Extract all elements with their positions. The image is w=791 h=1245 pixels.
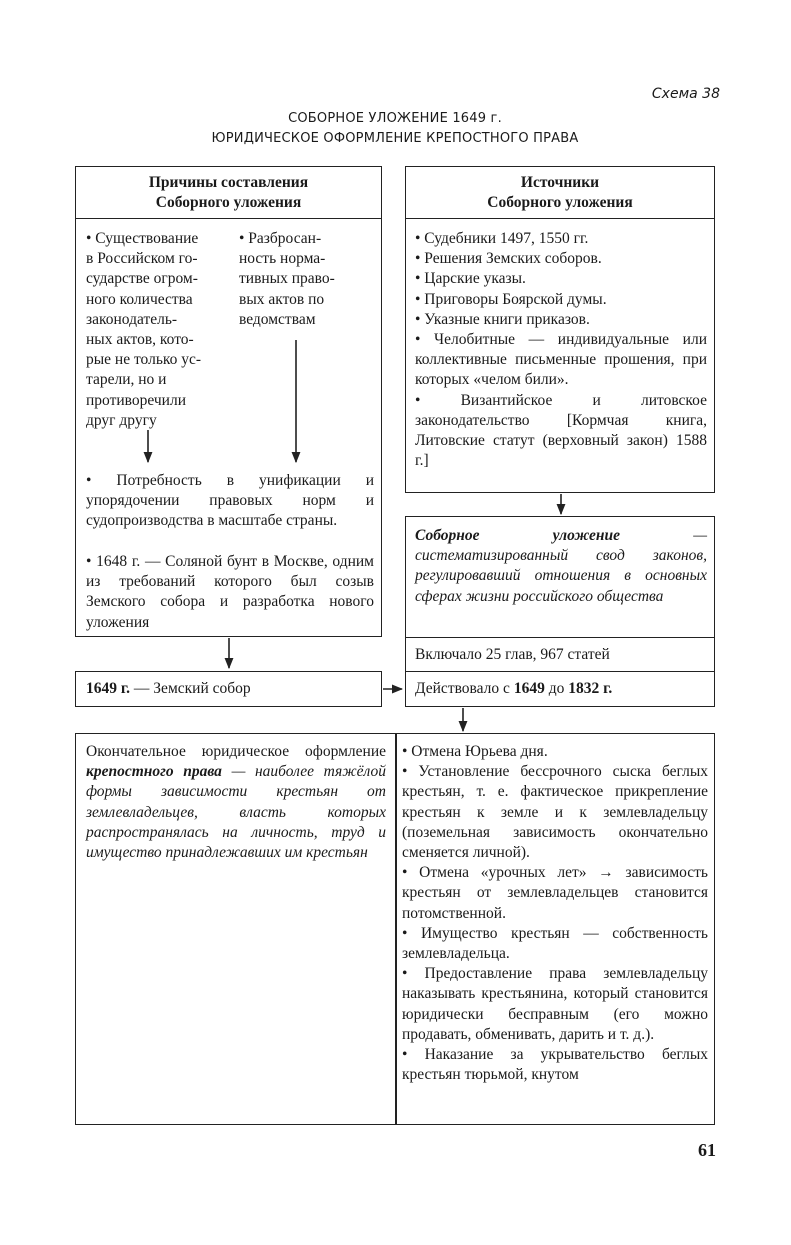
list-item: • Установление бессрочного сыска беглых крестьян, т. е. фактическое прикрепление крестьян к земле и к землевладельцу (поземельная зависимость окончательно сменяется личной). bbox=[402, 763, 708, 862]
reasons-col1: • Существование в Российском го- сударстве огром- ного количества законодатель- ных актов, кото- рые не только ус- тарели, но и противоречили друг другу bbox=[86, 230, 202, 429]
list-item: • Указные книги приказов. bbox=[415, 310, 590, 328]
sources-header-line2: Соборного уложения bbox=[487, 194, 633, 211]
outcome-text: Окончательное юридическое оформление крепостного права — наиболее тяжёлой формы зависимости крестьян от землевладельцев, власть которых распространялась на личность, труд и имущество принадлежавших им крестьян bbox=[86, 743, 386, 862]
list-item: • Византийское и литовское законодательство [Кормчая книга, Литовские статут (верховный закон) 1588 г.] bbox=[415, 391, 707, 470]
list-item: • Предоставление права землевладельцу наказывать крестьянина, который становится юридически бесправным (его можно продавать, обменивать, дарить и т. д.). bbox=[402, 965, 708, 1043]
list-item: • Отмена «урочных лет» → зависимость крестьян от землевладельцев становится потомственной. bbox=[402, 864, 708, 922]
title-line-1: СОБОРНОЕ УЛОЖЕНИЕ 1649 г. bbox=[288, 111, 502, 126]
list-item: • Приговоры Боярской думы. bbox=[415, 290, 607, 308]
title-line-2: ЮРИДИЧЕСКОЕ ОФОРМЛЕНИЕ КРЕПОСТНОГО ПРАВА bbox=[211, 131, 579, 146]
list-item: • Имущество крестьян — собственность землевладельца. bbox=[402, 924, 708, 963]
reasons-riot: • 1648 г. — Соляной бунт в Москве, одним из требований которого был созыв Земского собора и разработка нового уложения bbox=[86, 553, 374, 631]
list-item: • Решения Земских соборов. bbox=[415, 250, 602, 268]
page-number: 61 bbox=[698, 1140, 716, 1160]
list-item: • Отмена Юрьева дня. bbox=[402, 743, 548, 760]
list-item: • Царские указы. bbox=[415, 270, 526, 288]
definition-text: Соборное уложение — систематизированный свод законов, регулировавший отношения в основных сферах жизни российского общества bbox=[415, 527, 707, 605]
included-text: Включало 25 глав, 967 статей bbox=[415, 646, 610, 663]
definition-term: Соборное уложение bbox=[415, 527, 620, 544]
scheme-label: Схема 38 bbox=[651, 86, 720, 102]
list-item: • Наказание за укрывательство беглых крестьян тюрьмой, кнутом bbox=[402, 1046, 708, 1084]
reasons-need: • Потребность в унификации и упорядочении правовых норм и судопроизводства в масштабе страны. bbox=[86, 472, 374, 530]
valid-period-text: Действовало с 1649 до 1832 г. bbox=[415, 680, 613, 697]
list-item: • Судебники 1497, 1550 гг. bbox=[415, 230, 589, 247]
serfdom-term: крепостного права bbox=[86, 763, 222, 781]
sources-header-line1: Источники bbox=[520, 174, 600, 191]
list-item: • Челобитные — индивидуальные или коллективные письменные прошения, при которых «челом били». bbox=[415, 331, 707, 389]
reasons-header-line1: Причины составления bbox=[148, 174, 309, 191]
reasons-header-line2: Соборного уложения bbox=[155, 194, 302, 211]
zemsky-sobor-text: 1649 г. — Земский собор bbox=[86, 680, 251, 697]
reasons-col2: • Разбросан- ность норма- тивных право- вых актов по ведомствам bbox=[239, 230, 335, 328]
